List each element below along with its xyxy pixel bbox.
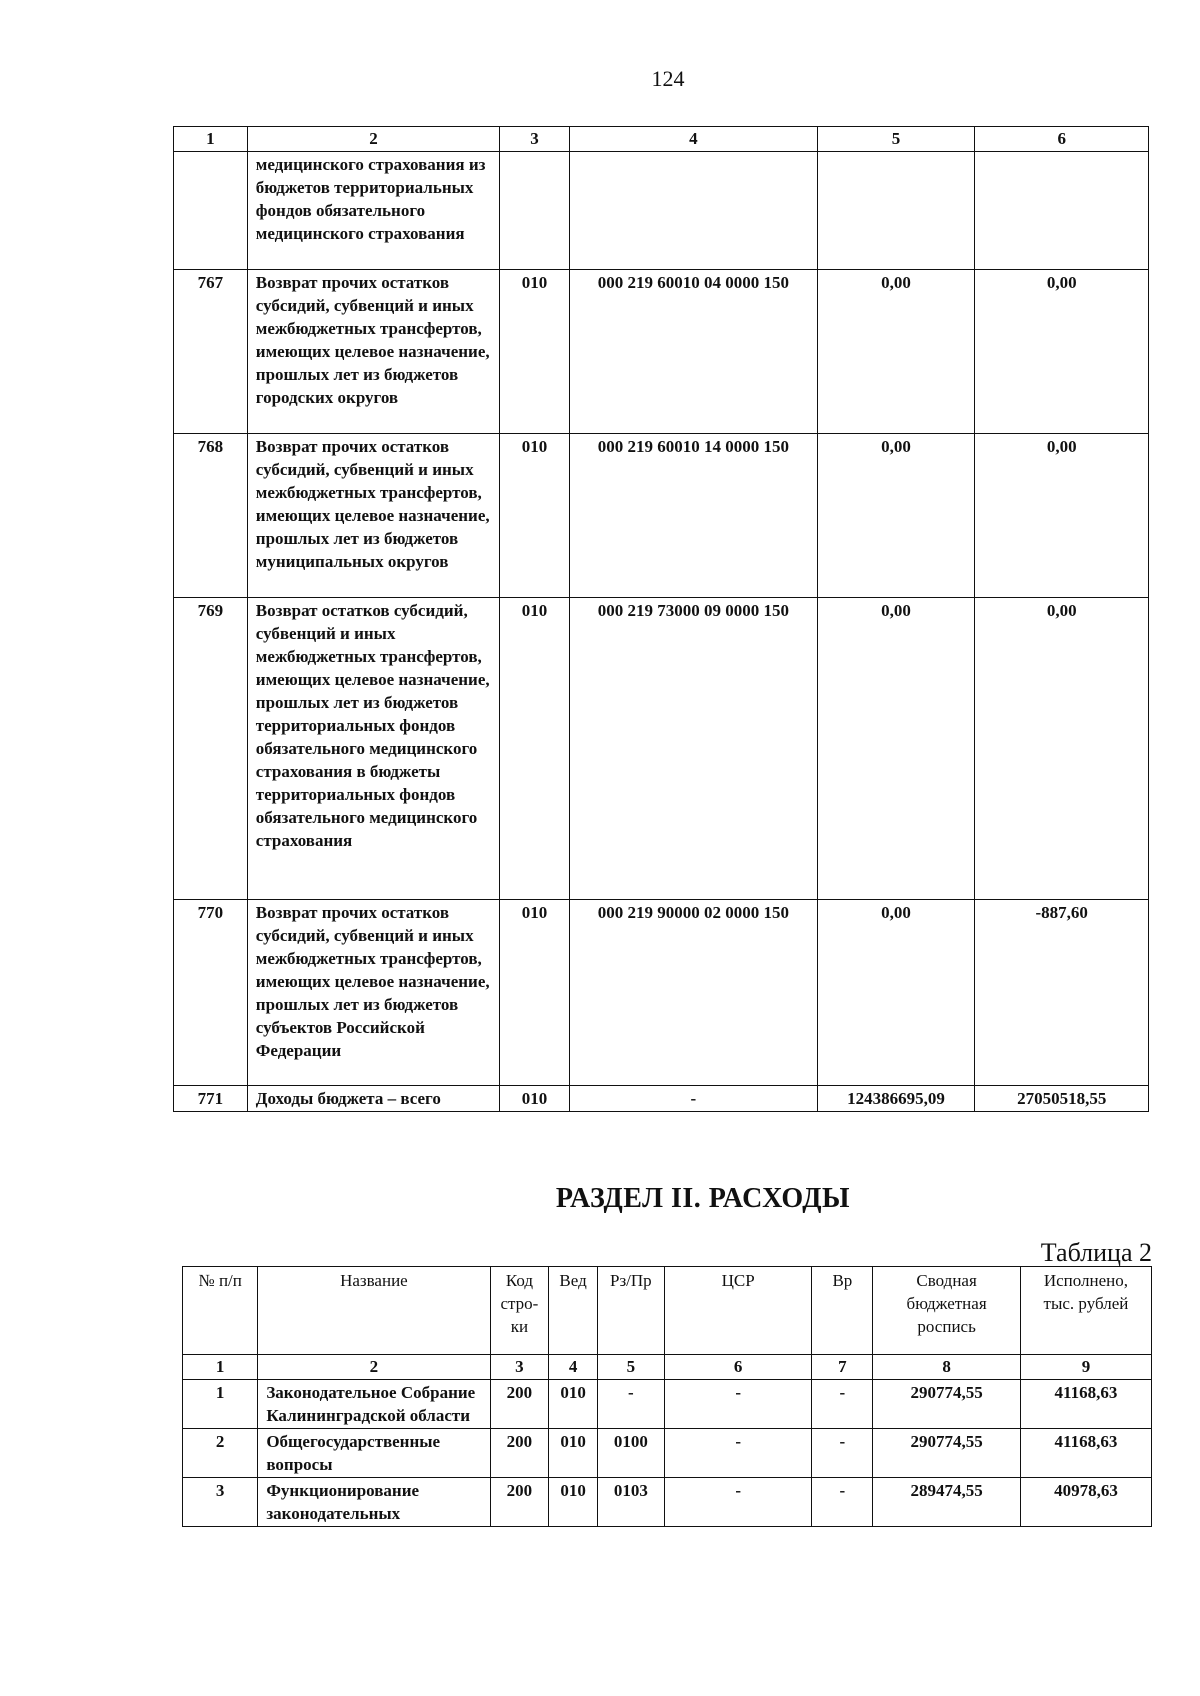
row-rzpr: 0100: [597, 1429, 664, 1478]
header-cell: ЦСР: [664, 1267, 812, 1355]
row-csr: -: [664, 1429, 812, 1478]
header-cell: Исполнено, тыс. рублей: [1020, 1267, 1151, 1355]
table-header-row: [174, 127, 1149, 152]
row-number: 1: [183, 1380, 258, 1429]
table-row: [174, 434, 1149, 598]
row-name: Возврат прочих остатков субсидий, субвенций и иных межбюджетных трансфертов, имеющих целевое назначение, прошлых лет из бюджетов городских округов: [247, 270, 499, 434]
row-exec: 0,00: [975, 270, 1149, 434]
row-number: [174, 152, 248, 270]
row-plan: 0,00: [817, 900, 975, 1086]
row-rzpr: 0103: [597, 1478, 664, 1527]
header-cell: Сводная бюджетная роспись: [873, 1267, 1021, 1355]
header-cell: 1: [174, 127, 248, 152]
row-kbk: -: [569, 1086, 817, 1112]
header-cell: Название: [258, 1267, 490, 1355]
row-exec: 41168,63: [1020, 1380, 1151, 1429]
row-number: 768: [174, 434, 248, 598]
header-cell: № п/п: [183, 1267, 258, 1355]
row-number: 770: [174, 900, 248, 1086]
header-cell: Вр: [812, 1267, 873, 1355]
column-number: 5: [597, 1355, 664, 1380]
row-number: 2: [183, 1429, 258, 1478]
row-plan: 0,00: [817, 434, 975, 598]
header-cell: Код стро-ки: [490, 1267, 549, 1355]
row-name: Доходы бюджета – всего: [247, 1086, 499, 1112]
row-kbk: 000 219 73000 09 0000 150: [569, 598, 817, 900]
row-name: Возврат прочих остатков субсидий, субвенций и иных межбюджетных трансфертов, имеющих целевое назначение, прошлых лет из бюджетов муниципальных округов: [247, 434, 499, 598]
row-vr: -: [812, 1429, 873, 1478]
column-number: 9: [1020, 1355, 1151, 1380]
table-row: [174, 900, 1149, 1086]
table-row: [183, 1429, 1152, 1478]
table-row: [174, 152, 1149, 270]
table-row: [183, 1478, 1152, 1527]
row-code: 200: [490, 1429, 549, 1478]
row-code: 200: [490, 1478, 549, 1527]
income-table: [173, 126, 1149, 1112]
row-code: 010: [500, 434, 570, 598]
row-plan: [817, 152, 975, 270]
row-csr: -: [664, 1380, 812, 1429]
header-cell: 5: [817, 127, 975, 152]
column-number: 6: [664, 1355, 812, 1380]
row-code: 010: [500, 900, 570, 1086]
table-header-row: [183, 1267, 1152, 1355]
row-name: Законодательное Собрание Калининградской области: [258, 1380, 490, 1429]
row-number: 3: [183, 1478, 258, 1527]
row-name: Функционирование законодательных: [258, 1478, 490, 1527]
row-kbk: [569, 152, 817, 270]
row-plan: 290774,55: [873, 1380, 1021, 1429]
row-exec: -887,60: [975, 900, 1149, 1086]
row-ved: 010: [549, 1380, 598, 1429]
row-plan: 124386695,09: [817, 1086, 975, 1112]
row-exec: 0,00: [975, 434, 1149, 598]
row-csr: -: [664, 1478, 812, 1527]
header-cell: 4: [569, 127, 817, 152]
header-cell: 6: [975, 127, 1149, 152]
header-cell: Вед: [549, 1267, 598, 1355]
section-title: РАЗДЕЛ II. РАСХОДЫ: [555, 1183, 851, 1214]
header-cell: Рз/Пр: [597, 1267, 664, 1355]
row-vr: -: [812, 1478, 873, 1527]
row-code: 010: [500, 598, 570, 900]
row-code: 010: [500, 1086, 570, 1112]
row-kbk: 000 219 60010 04 0000 150: [569, 270, 817, 434]
row-plan: 0,00: [817, 598, 975, 900]
row-exec: [975, 152, 1149, 270]
row-number: 769: [174, 598, 248, 900]
row-vr: -: [812, 1380, 873, 1429]
row-name: Возврат остатков субсидий, субвенций и иных межбюджетных трансфертов, имеющих целевое назначение, прошлых лет из бюджетов территориальных фондов обязательного медицинского страхования в бюджеты территориальных фондов обязательного медицинского страхования: [247, 598, 499, 900]
row-name: медицинского страхования из бюджетов территориальных фондов обязательного медицинского страхования: [247, 152, 499, 270]
page-number: 124: [651, 66, 685, 91]
table-row-total: [174, 1086, 1149, 1112]
column-number: 2: [258, 1355, 490, 1380]
row-exec: 40978,63: [1020, 1478, 1151, 1527]
column-number: 7: [812, 1355, 873, 1380]
table-row: [183, 1380, 1152, 1429]
column-number: 3: [490, 1355, 549, 1380]
row-code: [500, 152, 570, 270]
column-number: 1: [183, 1355, 258, 1380]
row-kbk: 000 219 60010 14 0000 150: [569, 434, 817, 598]
row-code: 010: [500, 270, 570, 434]
row-exec: 41168,63: [1020, 1429, 1151, 1478]
header-cell: 2: [247, 127, 499, 152]
row-ved: 010: [549, 1429, 598, 1478]
row-number: 767: [174, 270, 248, 434]
table-row: [174, 598, 1149, 900]
row-ved: 010: [549, 1478, 598, 1527]
row-plan: 289474,55: [873, 1478, 1021, 1527]
row-exec: 27050518,55: [975, 1086, 1149, 1112]
row-plan: 290774,55: [873, 1429, 1021, 1478]
table-caption: Таблица 2: [1040, 1238, 1152, 1267]
row-rzpr: -: [597, 1380, 664, 1429]
row-name: Общегосударственные вопросы: [258, 1429, 490, 1478]
row-plan: 0,00: [817, 270, 975, 434]
row-code: 200: [490, 1380, 549, 1429]
column-number: 4: [549, 1355, 598, 1380]
table-row: [174, 270, 1149, 434]
row-name: Возврат прочих остатков субсидий, субвенций и иных межбюджетных трансфертов, имеющих целевое назначение, прошлых лет из бюджетов субъектов Российской Федерации: [247, 900, 499, 1086]
row-kbk: 000 219 90000 02 0000 150: [569, 900, 817, 1086]
column-numbers-row: [183, 1355, 1152, 1380]
expenses-table: [182, 1266, 1152, 1527]
column-number: 8: [873, 1355, 1021, 1380]
row-exec: 0,00: [975, 598, 1149, 900]
header-cell: 3: [500, 127, 570, 152]
row-number: 771: [174, 1086, 248, 1112]
